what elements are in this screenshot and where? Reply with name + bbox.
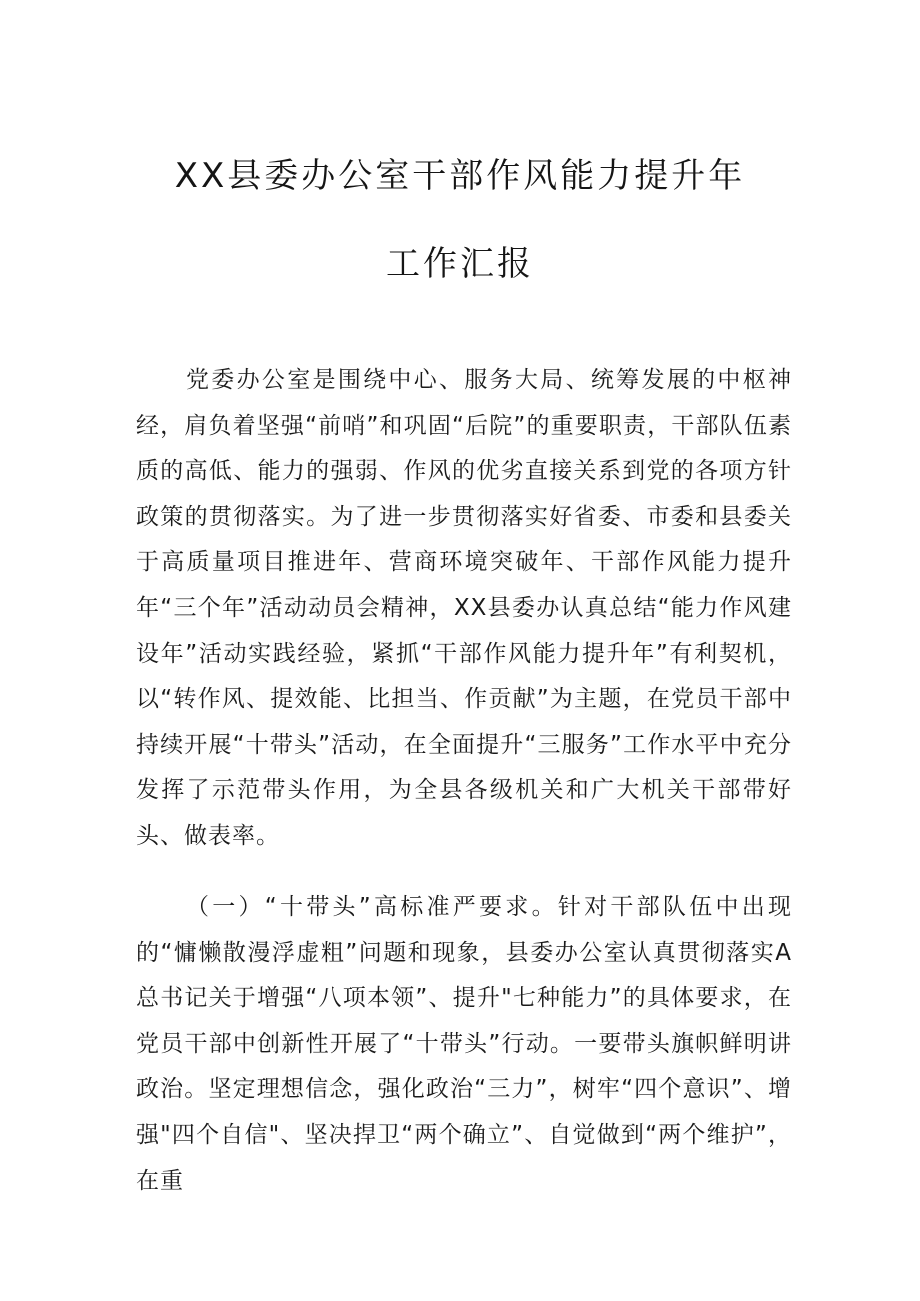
section-one-paragraph: （一）“十带头”高标准严要求。针对干部队伍中出现的“慵懒散漫浮虚粗”问题和现象，县委办公室认真贯彻落实A总书记关于增强“八项本领”、提升"七种能力”的具体要求，在党员干部中创新性开展了“十带头”行动。一要带头旗帜鲜明讲政治。坚定理想信念，强化政治“三力”，树牢“四个意识”、增强"四个自信"、坚决捍卫“两个确立”、自觉做到“两个维护”，在重 (136, 894, 792, 1194)
document-title-line-2: 工作汇报 (386, 244, 534, 284)
document-title-line-1: XX县委办公室干部作风能力提升年 (174, 156, 746, 196)
intro-paragraph: 党委办公室是围绕中心、服务大局、统筹发展的中枢神经，肩负着坚强“前哨”和巩固“后院”的重要职责，干部队伍素质的高低、能力的强弱、作风的优劣直接关系到党的各项方针政策的贯彻落实。为了进一步贯彻落实好省委、市委和县委关于高质量项目推进年、营商环境突破年、干部作风能力提升年“三个年”活动动员会精神，XX县委办认真总结“能力作风建设年”活动实践经验，紧抓“干部作风能力提升年”有利契机，以“转作风、提效能、比担当、作贡献”为主题，在党员干部中持续开展“十带头”活动，在全面提升“三服务”工作水平中充分发挥了示范带头作用，为全县各级机关和广大机关干部带好头、做表率。 (136, 367, 792, 849)
